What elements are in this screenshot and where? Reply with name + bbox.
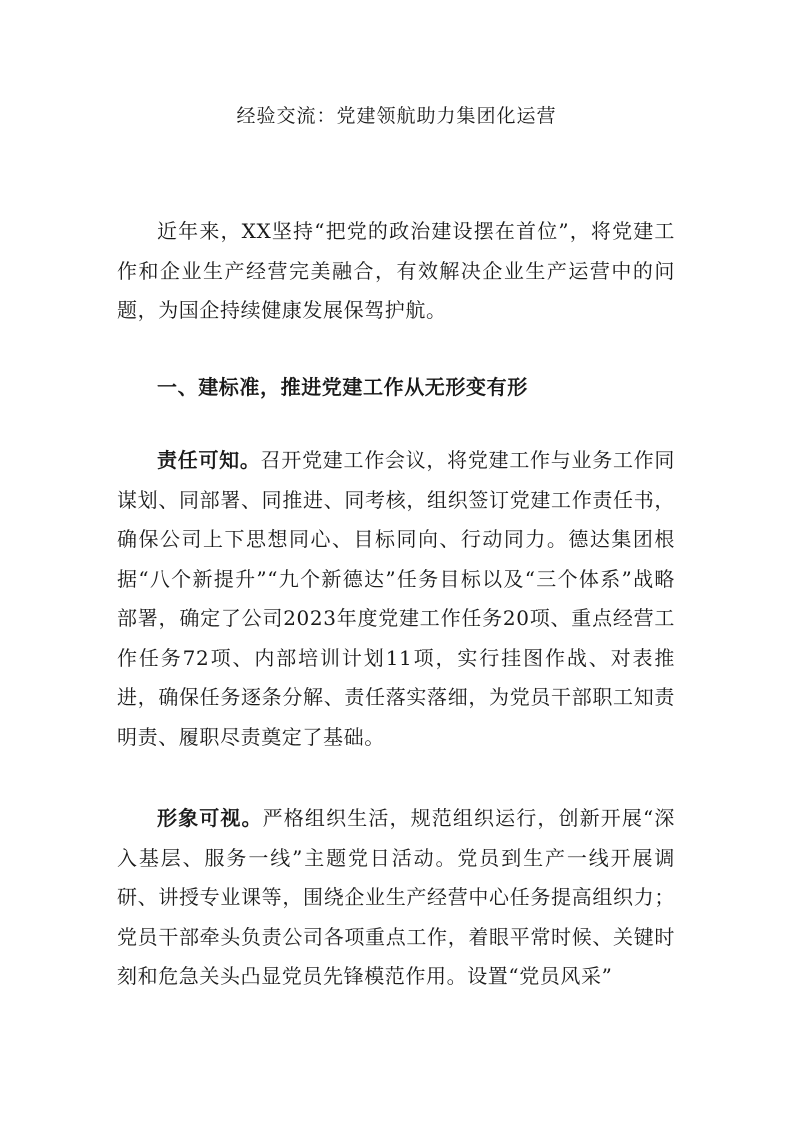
paragraph-text: 召开党建工作会议，将党建工作与业务工作同谋划、同部署、同推进、同考核，组织签订党建工作责任书，确保公司上下思想同心、目标同向、行动同力。德达集团根据“八个新提升”“九个新德达”任务目标以及“三个体系”战略部署，确定了公司2023年度党建工作任务20项、重点经营工作任务72项、内部培训计划11项，实行挂图作战、对表推进，确保任务逐条分解、责任落实落细，为党员干部职工知责明责、履职尽责奠定了基础。	[117, 448, 675, 749]
document-title: 经验交流：党建领航助力集团化运营	[236, 105, 557, 127]
paragraph-image	[117, 799, 675, 997]
intro-paragraph: 近年来，XX坚持“把党的政治建设摆在首位”，将党建工作和企业生产经营完美融合，有效解决企业生产运营中的问题，为国企持续健康发展保驾护航。	[117, 219, 675, 322]
paragraph-text: 严格组织生活，规范组织运行，创新开展“深入基层、服务一线”主题党日活动。党员到生产一线开展调研、讲授专业课等，围绕企业生产经营中心任务提高组织力；党员干部牵头负责公司各项重点工作，着眼平常时候、关键时刻和危急关头凸显党员先锋模范作用。设置“党员风采”	[117, 806, 676, 988]
paragraph-responsibility	[117, 441, 675, 757]
paragraph-lead: 责任可知。	[157, 448, 261, 472]
section-heading: 一、建标准，推进党建工作从无形变有形	[157, 375, 528, 399]
paragraph-lead: 形象可视。	[157, 806, 263, 830]
